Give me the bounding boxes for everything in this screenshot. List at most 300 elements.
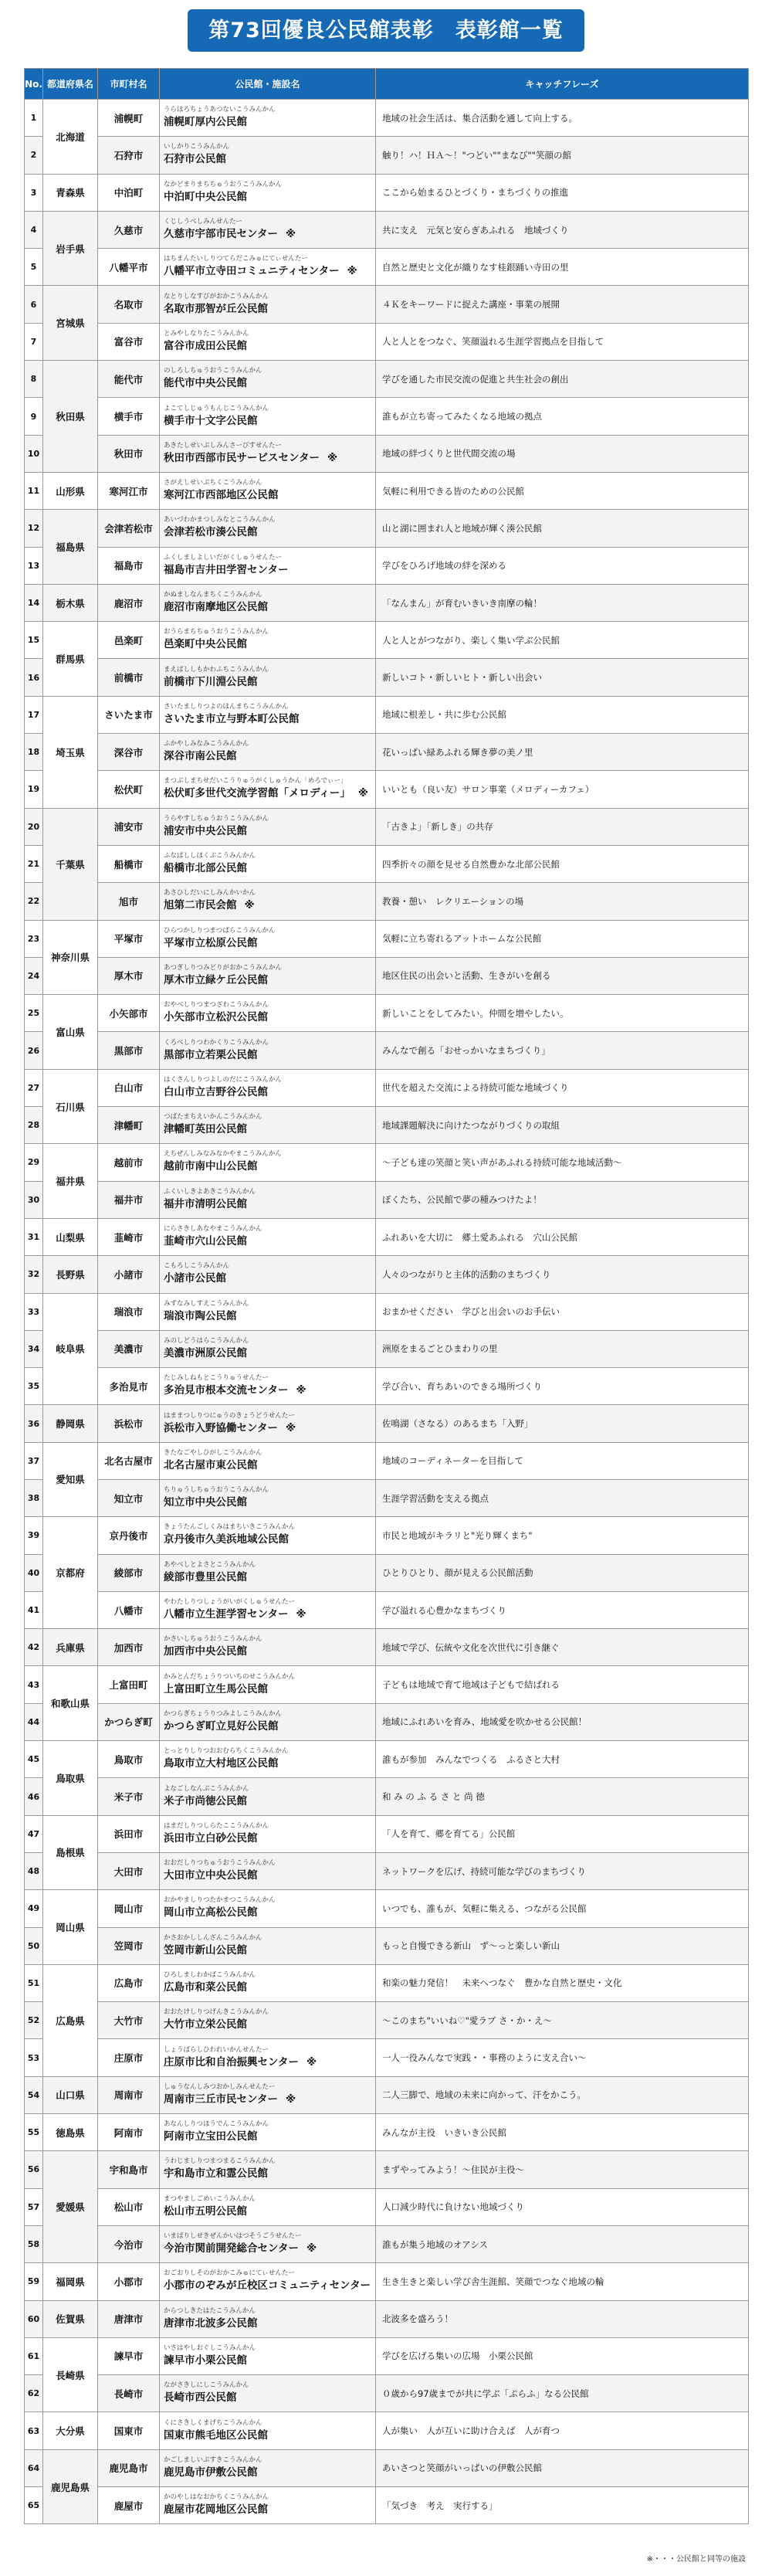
hall-name-line <box>164 301 375 317</box>
table-row <box>25 1554 749 1591</box>
hall-name: 名取市那智が丘公民館 <box>164 302 268 315</box>
table-row <box>25 622 749 659</box>
table-row <box>25 2449 749 2486</box>
city-cell: 平塚市 <box>98 920 160 957</box>
row-number: 24 <box>25 957 43 994</box>
equivalent-facility-mark: ※ <box>285 228 296 241</box>
hall-cell <box>160 2375 376 2412</box>
catchphrase-cell: 地域課題解決に向けたつながりづくりの取組 <box>376 1107 749 1144</box>
prefecture-cell: 富山県 <box>43 995 98 1070</box>
prefecture-cell: 岡山県 <box>43 1890 98 1965</box>
prefecture-cell: 秋田県 <box>43 361 98 473</box>
hall-name: 庄原市比和自治振興センター <box>164 2055 299 2069</box>
row-number: 62 <box>25 2375 43 2412</box>
city-cell: 長崎市 <box>98 2375 160 2412</box>
city-cell: 庄原市 <box>98 2039 160 2076</box>
equivalent-facility-mark: ※ <box>285 2092 296 2106</box>
hall-name-reading: うわじましりつまつまるこうみんかん <box>164 2157 276 2166</box>
hall-name-line <box>164 2129 375 2144</box>
city-cell: かつらぎ町 <box>98 1703 160 1740</box>
prefecture-cell: 栃木県 <box>43 584 98 621</box>
table-row <box>25 1107 749 1144</box>
city-cell: 福井市 <box>98 1181 160 1218</box>
row-number: 9 <box>25 398 43 435</box>
city-cell: 横手市 <box>98 398 160 435</box>
catchphrase-cell: 地域で学び、伝統や文化を次世代に引き継ぐ <box>376 1629 749 1666</box>
catchphrase-cell: ふれあいを大切に 郷土愛あふれる 穴山公民館 <box>376 1218 749 1255</box>
hall-cell <box>160 1927 376 1964</box>
catchphrase-cell: ここから始まるひとづくり・まちづくりの推進 <box>376 174 749 211</box>
hall-name: 鹿児島市伊敷公民館 <box>164 2466 258 2479</box>
table-body <box>25 100 749 2524</box>
hall-name-reading: うらやすしちゅうおうこうみんかん <box>164 814 269 823</box>
catchphrase-cell: 花いっぱい緑あふれる輝き夢の美ノ里 <box>376 734 749 771</box>
hall-cell <box>160 2263 376 2300</box>
hall-name-reading: いしかりこうみんかん <box>164 143 230 151</box>
catchphrase-cell: 「気づき 考え 実行する」 <box>376 2487 749 2524</box>
hall-name-line <box>164 1719 375 1734</box>
hall-name-reading: きたなごやしひがしこうみんかん <box>164 1448 262 1457</box>
catchphrase-cell: まずやってみよう！～住民が主役～ <box>376 2151 749 2188</box>
hall-cell <box>160 2188 376 2225</box>
table-row <box>25 1629 749 1666</box>
hall-name-line <box>164 674 375 690</box>
hall-name: 津幡町英田公民館 <box>164 1123 247 1136</box>
header-hall-name: 公民館・施設名 <box>160 69 376 100</box>
hall-name: 深谷市南公民館 <box>164 750 237 763</box>
city-cell: 鳥取市 <box>98 1741 160 1778</box>
city-cell: 八幡市 <box>98 1591 160 1628</box>
table-row <box>25 1517 749 1554</box>
row-number: 13 <box>25 547 43 584</box>
hall-name-reading: ひらつかしりつまつばらこうみんかん <box>164 926 276 935</box>
table-row <box>25 1069 749 1106</box>
city-cell: 諫早市 <box>98 2337 160 2374</box>
table-row <box>25 510 749 547</box>
hall-name-line <box>164 2428 375 2443</box>
table-row <box>25 323 749 360</box>
prefecture-cell: 京都府 <box>43 1517 98 1629</box>
hall-name-reading: みのしどうはらこうみんかん <box>164 1336 249 1345</box>
hall-name: 横手市十文字公民館 <box>164 414 258 427</box>
hall-name-reading: よなごしなんぶこうみんかん <box>164 1784 249 1793</box>
catchphrase-cell: 人々のつながりと主体的活動のまちづくり <box>376 1256 749 1293</box>
hall-name: 米子市尚徳公民館 <box>164 1794 247 1807</box>
city-cell: 北名古屋市 <box>98 1442 160 1479</box>
hall-cell <box>160 1554 376 1591</box>
hall-name-line <box>164 375 375 391</box>
hall-cell <box>160 100 376 137</box>
hall-cell <box>160 2039 376 2076</box>
hall-name-line <box>164 636 375 652</box>
hall-name-line <box>164 487 375 503</box>
hall-name-reading: はちまんたいしりつてらだこみゅにてぃせんたー <box>164 255 308 263</box>
row-number: 40 <box>25 1554 43 1591</box>
hall-name-reading: あきたしせいぶしみんさーびすせんたー <box>164 441 283 450</box>
hall-name-line <box>164 151 375 167</box>
city-cell: 宇和島市 <box>98 2151 160 2188</box>
prefecture-cell: 岩手県 <box>43 211 98 286</box>
row-number: 30 <box>25 1181 43 1218</box>
hall-name: 久慈市宇部市民センター <box>164 228 278 241</box>
city-cell: 鹿児島市 <box>98 2449 160 2486</box>
city-cell: 津幡町 <box>98 1107 160 1144</box>
hall-name-reading: あなんしりつほうでんこうみんかん <box>164 2120 269 2129</box>
catchphrase-cell: 山と湖に囲まれ人と地域が輝く湊公民館 <box>376 510 749 547</box>
hall-cell <box>160 1368 376 1405</box>
city-cell: 中泊町 <box>98 174 160 211</box>
catchphrase-cell: みんなで創る「おせっかいなまちづくり」 <box>376 1032 749 1069</box>
hall-name-reading: くじしうべしみんせんたー <box>164 218 243 226</box>
hall-name-line <box>164 1607 375 1622</box>
hall-name-reading: まえばししもかわふちこうみんかん <box>164 665 269 674</box>
catchphrase-cell: もっと自慢できる新山 ず～っと楽しい新山 <box>376 1927 749 1964</box>
row-number: 63 <box>25 2412 43 2449</box>
hall-name-reading: なとりしなすびがおかこうみんかん <box>164 292 269 300</box>
row-number: 3 <box>25 174 43 211</box>
row-number: 60 <box>25 2300 43 2337</box>
city-cell: 黒部市 <box>98 1032 160 1069</box>
city-cell: 岡山市 <box>98 1890 160 1927</box>
catchphrase-cell: あいさつと笑顔がいっぱいの伊敷公民館 <box>376 2449 749 2486</box>
header-prefecture: 都道府県名 <box>43 69 98 100</box>
row-number: 11 <box>25 472 43 509</box>
hall-name: 八幡平市立寺田コミュニティセンター <box>164 265 340 278</box>
catchphrase-cell: 人と人とをつなぐ、笑顔溢れる生涯学習拠点を目指して <box>376 323 749 360</box>
catchphrase-cell: 人が集い 人が互いに助け合えば 人が育つ <box>376 2412 749 2449</box>
table-row <box>25 2151 749 2188</box>
city-cell: 鹿屋市 <box>98 2487 160 2524</box>
city-cell: 浦幌町 <box>98 100 160 137</box>
hall-name-reading: くろべしりつわかくりこうみんかん <box>164 1038 269 1047</box>
prefecture-cell: 佐賀県 <box>43 2300 98 2337</box>
hall-name: 浦安市中央公民館 <box>164 824 247 837</box>
catchphrase-cell: 地域の社会生活は、集合活動を通して向上する。 <box>376 100 749 137</box>
row-number: 15 <box>25 622 43 659</box>
hall-cell <box>160 1330 376 1367</box>
hall-name-line <box>164 2017 375 2032</box>
hall-name-reading: ふなばししほくぶこうみんかん <box>164 852 256 860</box>
hall-name-reading: しゅうなんしみつおかしみんせんたー <box>164 2082 276 2091</box>
hall-cell <box>160 2412 376 2449</box>
hall-name: 京丹後市久美浜地域公民館 <box>164 1533 289 1546</box>
hall-name: 越前市南中山公民館 <box>164 1160 258 1173</box>
equivalent-facility-mark: ※ <box>327 451 338 464</box>
row-number: 59 <box>25 2263 43 2300</box>
city-cell: 厚木市 <box>98 957 160 994</box>
city-cell: 会津若松市 <box>98 510 160 547</box>
prefecture-cell: 福岡県 <box>43 2263 98 2300</box>
hall-name: かつらぎ町立見好公民館 <box>164 1719 279 1733</box>
table-row <box>25 398 749 435</box>
hall-cell <box>160 1405 376 1442</box>
row-number: 17 <box>25 696 43 733</box>
hall-name: 会津若松市湊公民館 <box>164 526 258 539</box>
catchphrase-cell: 市民と地域がキラリと"光り輝くまち" <box>376 1517 749 1554</box>
hall-name-reading: かぬましなんまちくこうみんかん <box>164 591 262 599</box>
header-city: 市町村名 <box>98 69 160 100</box>
catchphrase-cell: 学び合い、育ちあいのできる場所づくり <box>376 1368 749 1405</box>
hall-cell <box>160 137 376 174</box>
hall-name-line <box>164 2166 375 2181</box>
catchphrase-cell: 北波多を盛ろう！ <box>376 2300 749 2337</box>
table-row <box>25 2076 749 2113</box>
equivalent-facility-mark: ※ <box>296 1608 306 1621</box>
city-cell: 多治見市 <box>98 1368 160 1405</box>
hall-name: 小郡市のぞみが丘校区コミュニティセンター <box>164 2279 371 2293</box>
hall-name: 鹿沼市南摩地区公民館 <box>164 601 268 613</box>
catchphrase-cell: 地域に根差し・共に歩む公民館 <box>376 696 749 733</box>
row-number: 34 <box>25 1330 43 1367</box>
hall-name-line <box>164 1383 375 1398</box>
table-row <box>25 547 749 584</box>
prefecture-cell: 埼玉県 <box>43 696 98 808</box>
hall-name-reading: きょうたんごしくみはまちいきこうみんかん <box>164 1523 296 1532</box>
table-row <box>25 435 749 472</box>
hall-cell <box>160 510 376 547</box>
catchphrase-cell: 人口減少時代に負けない地域づくり <box>376 2188 749 2225</box>
city-cell: 越前市 <box>98 1144 160 1181</box>
hall-name: 大田市立中央公民館 <box>164 1869 258 1882</box>
city-cell: 大田市 <box>98 1852 160 1889</box>
catchphrase-cell: 和 み の ふ る さ と 尚 徳 <box>376 1778 749 1815</box>
prefecture-cell: 千葉県 <box>43 808 98 920</box>
hall-name-reading: かみとんだちょうりついちのせこうみんかん <box>164 1672 296 1681</box>
row-number: 57 <box>25 2188 43 2225</box>
hall-name: 韮崎市穴山公民館 <box>164 1235 247 1248</box>
hall-name: 北名古屋市東公民館 <box>164 1458 258 1471</box>
hall-name-reading: まつやましごめいこうみんかん <box>164 2194 256 2203</box>
equivalent-facility-mark: ※ <box>347 265 357 278</box>
hall-name-line <box>164 1831 375 1846</box>
table-row <box>25 1218 749 1255</box>
table-row <box>25 2487 749 2524</box>
city-cell: 韮崎市 <box>98 1218 160 1255</box>
hall-name-line <box>164 1980 375 1995</box>
catchphrase-cell: 地区住民の出会いと活動、生きがいを創る <box>376 957 749 994</box>
row-number: 55 <box>25 2114 43 2151</box>
hall-name: 邑楽町中央公民館 <box>164 638 247 651</box>
city-cell: 松山市 <box>98 2188 160 2225</box>
hall-name-reading: おかやましりつたかまつこうみんかん <box>164 1896 276 1905</box>
hall-name-line <box>164 860 375 876</box>
row-number: 54 <box>25 2076 43 2113</box>
hall-cell <box>160 1107 376 1144</box>
table-row <box>25 1368 749 1405</box>
hall-name: 平塚市立松原公民館 <box>164 936 258 949</box>
hall-name-reading: おおたけしりつげんきこうみんかん <box>164 2008 269 2017</box>
city-cell: 国東市 <box>98 2412 160 2449</box>
hall-name-reading: こもろしこうみんかん <box>164 1262 230 1271</box>
catchphrase-cell: 一人一役みんなで実践・・事務のように支え合い～ <box>376 2039 749 2076</box>
hall-cell <box>160 1032 376 1069</box>
hall-name: 知立市中央公民館 <box>164 1496 247 1509</box>
hall-name: 鹿屋市花岡地区公民館 <box>164 2503 268 2517</box>
row-number: 35 <box>25 1368 43 1405</box>
table-row <box>25 1741 749 1778</box>
hall-name-reading: あいづわかまつしみなとこうみんかん <box>164 516 276 524</box>
equivalent-facility-mark: ※ <box>306 2055 317 2069</box>
catchphrase-cell: ～このまち"いいね♡"愛ラブ さ・か・え～ <box>376 2002 749 2039</box>
table-row <box>25 584 749 621</box>
hall-name: 綾部市豊里公民館 <box>164 1570 247 1583</box>
table-row <box>25 1442 749 1479</box>
hall-name: 厚木市立緑ケ丘公民館 <box>164 973 268 986</box>
table-row <box>25 1964 749 2001</box>
hall-name-line <box>164 2502 375 2517</box>
hall-name: 松山市五明公民館 <box>164 2204 247 2218</box>
prefecture-cell: 山梨県 <box>43 1218 98 1255</box>
row-number: 49 <box>25 1890 43 1927</box>
table-row <box>25 808 749 845</box>
row-number: 10 <box>25 435 43 472</box>
hall-cell <box>160 622 376 659</box>
hall-name-reading: はくさんしりつよしのだにこうみんかん <box>164 1075 283 1084</box>
hall-name-line <box>164 2204 375 2219</box>
hall-name-line <box>164 786 375 801</box>
row-number: 6 <box>25 286 43 323</box>
hall-name: 笠岡市新山公民館 <box>164 1943 247 1957</box>
catchphrase-cell: ０歳から97歳までが共に学ぶ「ぷらふ」なる公民館 <box>376 2375 749 2412</box>
prefecture-cell: 神奈川県 <box>43 920 98 995</box>
hall-cell <box>160 2487 376 2524</box>
hall-name: 美濃市洲原公民館 <box>164 1346 247 1359</box>
catchphrase-cell: 学び溢れる心豊かなまちづくり <box>376 1591 749 1628</box>
city-cell: 浜田市 <box>98 1815 160 1852</box>
hall-name: 秋田市西部市民サービスセンター <box>164 451 320 464</box>
hall-name-line <box>164 450 375 466</box>
hall-cell <box>160 1591 376 1628</box>
hall-cell <box>160 2449 376 2486</box>
city-cell: 八幡平市 <box>98 249 160 286</box>
table-row <box>25 734 749 771</box>
city-cell: 京丹後市 <box>98 1517 160 1554</box>
hall-name-reading: なかどまりまちちゅうおうこうみんかん <box>164 180 283 188</box>
city-cell: 松伏町 <box>98 771 160 808</box>
table-row <box>25 995 749 1032</box>
city-cell: 小郡市 <box>98 2263 160 2300</box>
table-row <box>25 100 749 137</box>
catchphrase-cell: 誰もが参加 みんなでつくる ふるさと大村 <box>376 1741 749 1778</box>
hall-cell <box>160 286 376 323</box>
table-row <box>25 1927 749 1964</box>
catchphrase-cell: いいとも（良い友）サロン事業（メロディーカフェ） <box>376 771 749 808</box>
prefecture-cell: 鹿児島県 <box>43 2449 98 2524</box>
table-row <box>25 2263 749 2300</box>
hall-name-reading: ふかやしみなみこうみんかん <box>164 740 249 748</box>
table-row <box>25 1479 749 1516</box>
table-row <box>25 286 749 323</box>
hall-name-line <box>164 1420 375 1436</box>
hall-name-reading: からつしきたはたこうみんかん <box>164 2306 256 2315</box>
hall-name: 船橋市北部公民館 <box>164 862 247 875</box>
table-row <box>25 361 749 398</box>
city-cell: 富谷市 <box>98 323 160 360</box>
city-cell: 能代市 <box>98 361 160 398</box>
row-number: 50 <box>25 1927 43 1964</box>
row-number: 48 <box>25 1852 43 1889</box>
city-cell: 大竹市 <box>98 2002 160 2039</box>
hall-name: 浜田市立白砂公民館 <box>164 1831 258 1845</box>
prefecture-cell: 愛媛県 <box>43 2151 98 2263</box>
hall-name-reading: はままつしりつにゅうのきょうどうせんたー <box>164 1411 295 1420</box>
hall-name-reading: よこてしじゅうもんじこうみんかん <box>164 404 269 412</box>
hall-name: 小諸市公民館 <box>164 1272 226 1285</box>
hall-name-reading: たじみしねもとこうりゅうせんたー <box>164 1374 269 1383</box>
city-cell: 知立市 <box>98 1479 160 1516</box>
prefecture-cell: 愛知県 <box>43 1442 98 1517</box>
hall-name: 富谷市成田公民館 <box>164 339 247 352</box>
catchphrase-cell: 生き生きと楽しい学び舎生涯館、笑顔でつなぐ地域の輪 <box>376 2263 749 2300</box>
hall-cell <box>160 1964 376 2001</box>
catchphrase-cell: 生涯学習活動を支える拠点 <box>376 1479 749 1516</box>
prefecture-cell: 徳島県 <box>43 2114 98 2151</box>
table-row <box>25 1181 749 1218</box>
hall-name-line <box>164 1644 375 1659</box>
city-cell: 前橋市 <box>98 659 160 696</box>
hall-cell <box>160 734 376 771</box>
hall-cell <box>160 1852 376 1889</box>
table-row <box>25 1293 749 1330</box>
hall-name-line <box>164 2390 375 2405</box>
hall-name-reading: あさひしだいにしみんかいかん <box>164 889 256 898</box>
catchphrase-cell: 自然と歴史と文化が織りなす桂銀踊い寺田の里 <box>376 249 749 286</box>
hall-name-line <box>164 338 375 354</box>
hall-name: 鳥取市立大村地区公民館 <box>164 1757 279 1770</box>
hall-name-reading: かごしましいぶすきこうみんかん <box>164 2456 262 2464</box>
catchphrase-cell: 教養・憩い レクリエーションの場 <box>376 883 749 920</box>
row-number: 58 <box>25 2225 43 2262</box>
table-row <box>25 1815 749 1852</box>
hall-name: 旭第二市民会館 <box>164 899 237 912</box>
hall-name-reading: まつぶしまちせだいこうりゅうがくしゅうかん「めろでぃー」 <box>164 777 347 786</box>
hall-name-line <box>164 823 375 839</box>
table-row <box>25 659 749 696</box>
city-cell: 瑞浪市 <box>98 1293 160 1330</box>
hall-name: 前橋市下川淵公民館 <box>164 675 258 688</box>
hall-name: 八幡市立生涯学習センター <box>164 1608 289 1621</box>
equivalent-facility-mark: ※ <box>285 1421 296 1434</box>
catchphrase-cell: 世代を超えた交流による持続可能な地域づくり <box>376 1069 749 1106</box>
hall-name-line <box>164 1458 375 1473</box>
equivalent-facility-mark: ※ <box>244 899 255 912</box>
hall-name: 松伏町多世代交流学習館「メロディー」 <box>164 787 350 800</box>
catchphrase-cell: ひとりひとり、顔が見える公民館活動 <box>376 1554 749 1591</box>
city-cell: 周南市 <box>98 2076 160 2113</box>
hall-name-line <box>164 114 375 130</box>
city-cell: さいたま市 <box>98 696 160 733</box>
row-number: 37 <box>25 1442 43 1479</box>
hall-name-line <box>164 263 375 279</box>
row-number: 56 <box>25 2151 43 2188</box>
table-row <box>25 472 749 509</box>
table-row <box>25 1703 749 1740</box>
hall-cell <box>160 920 376 957</box>
city-cell: 邑楽町 <box>98 622 160 659</box>
hall-name: 石狩市公民館 <box>164 153 226 166</box>
hall-name: 浦幌町厚内公民館 <box>164 116 247 129</box>
hall-name: 瑞浪市陶公民館 <box>164 1309 237 1322</box>
prefecture-cell: 福井県 <box>43 1144 98 1219</box>
table-row <box>25 1778 749 1815</box>
hall-name-reading: おやべしりつまつざわこうみんかん <box>164 1001 269 1010</box>
hall-name-reading: うらほろちょうあつないこうみんかん <box>164 106 276 114</box>
hall-name-reading: つばたまちえいかんこうみんかん <box>164 1113 262 1122</box>
hall-cell <box>160 1293 376 1330</box>
hall-cell <box>160 1629 376 1666</box>
city-cell: 久慈市 <box>98 211 160 248</box>
row-number: 5 <box>25 249 43 286</box>
